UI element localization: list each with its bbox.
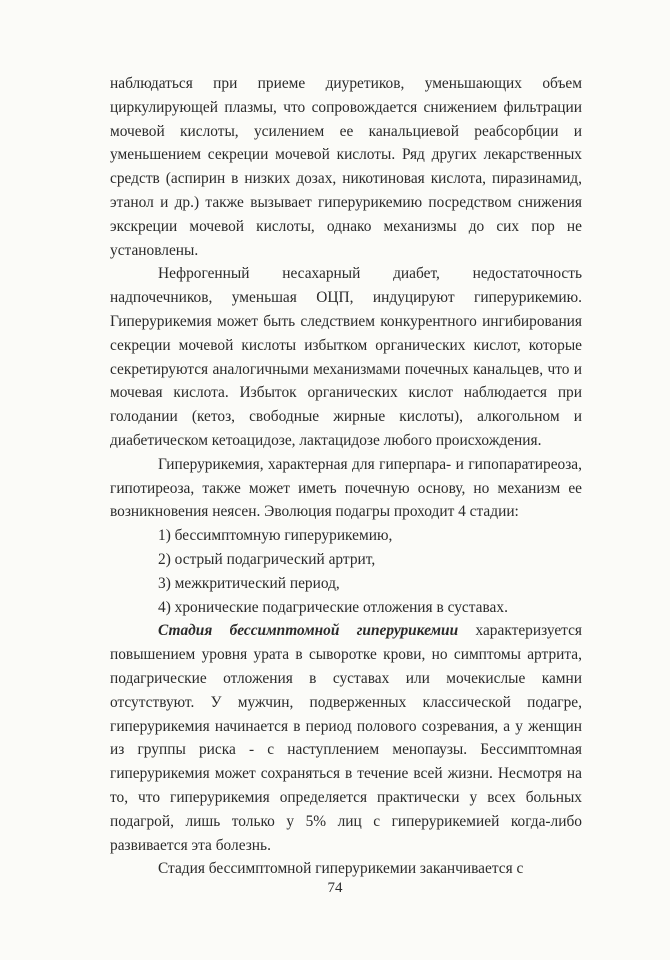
paragraph-5: Стадия бессимптомной гиперурикемии заканчивается с [158,860,524,878]
stage-item-3: 3) межкритический период, [158,574,340,592]
paragraph-4-text: характеризуется повышением уровня урата в сыворотке крови, но симптомы артрита, подагрические отложения в суставах или мочекислые камни отсутствуют. У мужчин, подверженных классической подагре, гиперурикемия начинается в период полового созревания, а у женщин из группы риска - с наступлением менопаузы. Бессимптомная гиперурикемия может сохраняться в течение всей жизни. Несмотря на то, что гиперурикемия определяется практически у всех больных подагрой, лишь только у 5% лиц с гиперурикемией когда-либо развивается эта болезнь. [110,622,582,854]
page-text [110,72,582,881]
paragraph-4 [110,619,582,857]
stage-term: Стадия бессимптомной гиперурикемии [158,622,459,640]
paragraph-3: Гиперурикемия, характерная для гиперпара- и гипопаратиреоза, гипотиреоза, также может иметь почечную основу, но механизм ее возникновения неясен. Эволюция подагры проходит 4 стадии: [110,455,582,521]
stage-item-2: 2) острый подагрический артрит, [158,550,376,568]
paragraph-2: Нефрогенный несахарный диабет, недостаточность надпочечников, уменьшая ОЦП, индуцируют гиперурикемию. Гиперурикемия может быть следствием конкурентного ингибирования секреции мочевой кислоты избытком органических кислот, которые секретируются аналогичными механизмами почечных канальцев, что и мочевая кислота. Избыток органических кислот наблюдается при голодании (кетоз, свободные жирные кислоты), алкогольном и диабетическом кетоацидозе, лактацидозе любого происхождения. [110,265,582,449]
stage-item-4: 4) хронические подагрические отложения в суставах. [158,598,508,616]
page-number: 74 [327,880,343,896]
stage-item-1: 1) бессимптомную гиперурикемию, [158,527,393,545]
paragraph-1: наблюдаться при приеме диуретиков, уменьшающих объем циркулирующей плазмы, что сопровождается снижением фильтрации мочевой кислоты, усилением ее канальциевой реабсорбции и уменьшением секреции мочевой кислоты. Ряд других лекарственных средств (аспирин в низких дозах, никотиновая кислота, пиразинамид, этанол и др.) также вызывает гиперурикемию посредством снижения экскреции мочевой кислоты, однако механизмы до сих пор не установлены. [110,75,582,259]
